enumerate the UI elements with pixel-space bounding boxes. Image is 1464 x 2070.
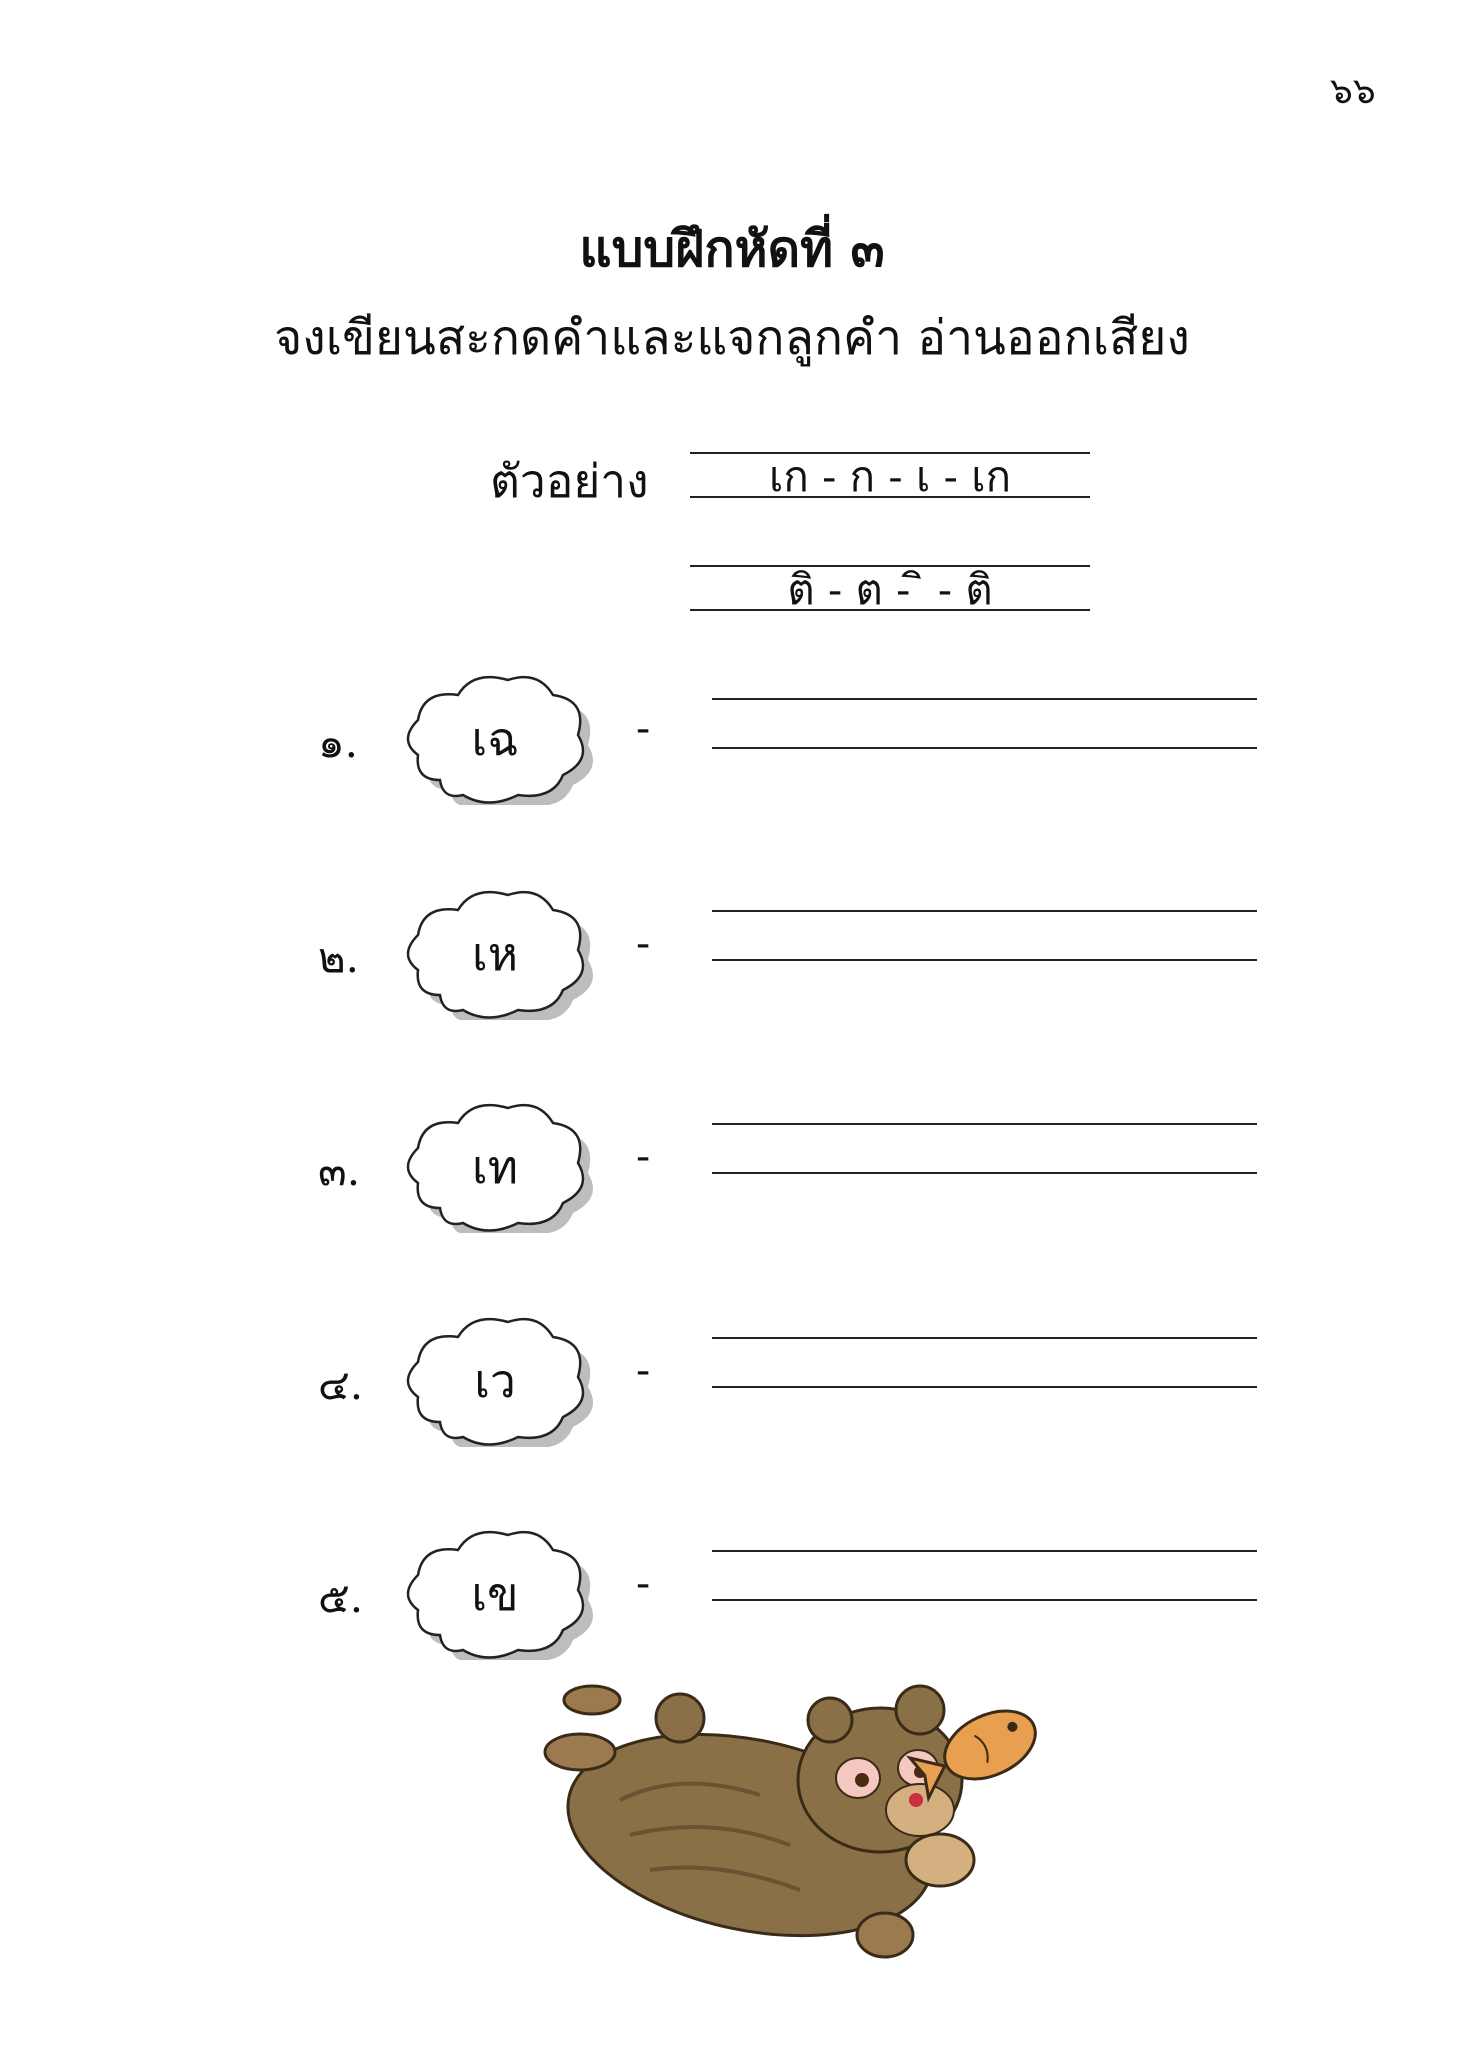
exercise-item-2	[0, 880, 1464, 1020]
instruction-text: จงเขียนสะกดคำและแจกลูกคำ อ่านออกเสียง	[274, 310, 1190, 366]
cloud-word: เท	[471, 1140, 519, 1194]
item-number: ๔.	[318, 1360, 364, 1409]
bear-with-fish-icon	[540, 1660, 1080, 1980]
item-dash: -	[636, 1345, 651, 1394]
example-row-1-text: เก - ก - เ - เก	[768, 452, 1012, 501]
answer-line-2[interactable]	[712, 1172, 1257, 1174]
answer-line-1[interactable]	[712, 1123, 1257, 1125]
cloud-word: เฉ	[471, 712, 519, 766]
item-number: ๕.	[318, 1573, 364, 1622]
answer-line-1[interactable]	[712, 1550, 1257, 1552]
cloud-word: เห	[471, 927, 519, 981]
exercise-item-3	[0, 1093, 1464, 1233]
answer-line-1[interactable]	[712, 698, 1257, 700]
answer-line-2[interactable]	[712, 1386, 1257, 1388]
answer-line-2[interactable]	[712, 1599, 1257, 1601]
item-number: ๑.	[318, 718, 359, 767]
exercise-item-4	[0, 1307, 1464, 1447]
example-row-2	[690, 565, 1090, 614]
cloud-word: เว	[474, 1354, 516, 1408]
cloud-word: เข	[471, 1567, 519, 1621]
item-dash: -	[636, 703, 651, 752]
item-dash: -	[636, 1131, 651, 1180]
answer-line-1[interactable]	[712, 1337, 1257, 1339]
example-label: ตัวอย่าง	[490, 454, 649, 508]
exercise-title: แบบฝึกหัดที่ ๓	[579, 219, 885, 278]
item-number: ๒.	[318, 933, 360, 982]
exercise-item-1	[0, 665, 1464, 805]
item-dash: -	[636, 1558, 651, 1607]
example-row-2-text: ติ - ต - ิ - ติ	[787, 565, 993, 614]
item-dash: -	[636, 918, 651, 967]
answer-line-1[interactable]	[712, 910, 1257, 912]
exercise-item-5	[0, 1520, 1464, 1660]
answer-line-2[interactable]	[712, 747, 1257, 749]
example-row-1	[690, 452, 1090, 501]
page-number: ๖๖	[1330, 71, 1376, 112]
answer-line-2[interactable]	[712, 959, 1257, 961]
item-number: ๓.	[318, 1146, 361, 1195]
